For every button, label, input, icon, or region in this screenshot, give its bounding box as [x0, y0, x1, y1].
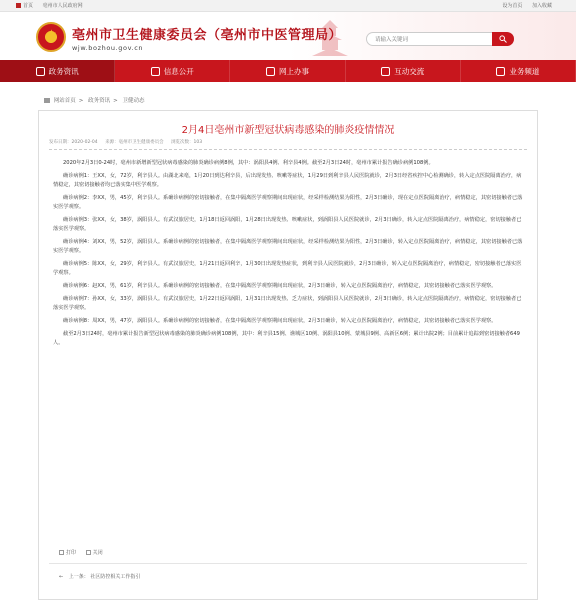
topbar-left	[16, 0, 91, 11]
arrow-left-icon: ←	[59, 574, 64, 580]
paragraph-case: 确诊病例1：王XX，女，72岁，利辛县人。由湖北来亳，1月20日到达利辛县，后出现发热、咳嗽等症状，1月29日到利辛县人民医院就诊，2月3日经省疾控中心检测确诊，转入定点医院隔离治疗，病情稳定，其密切接触者均已落实集中医学观察。	[53, 173, 522, 188]
print-button[interactable]: 打印	[59, 550, 76, 556]
article-panel	[38, 110, 538, 600]
print-icon	[59, 550, 64, 555]
grid-icon	[266, 67, 275, 76]
topbar-link-home[interactable]: 首页	[16, 3, 33, 9]
search-button[interactable]	[492, 32, 514, 46]
close-icon	[86, 550, 91, 555]
nav-item-channels[interactable]: 业务频道	[461, 60, 576, 82]
breadcrumb-item-current[interactable]: 卫健动态	[122, 98, 145, 104]
search-box	[366, 32, 514, 46]
info-icon	[151, 67, 160, 76]
site-title: 亳州市卫生健康委员会（亳州市中医管理局）	[72, 28, 343, 43]
paragraph-intro: 2020年2月3日0-24时，亳州市新增新型冠状病毒感染的肺炎确诊病例8例，其中：涡阳县4例、利辛县4例。截至2月3日24时，亳州市累计报告确诊病例108例。	[63, 160, 434, 166]
nav-item-info[interactable]: 信息公开	[115, 60, 230, 82]
breadcrumb-item-home[interactable]: 网站首页	[53, 98, 76, 104]
pagoda-decoration-icon	[300, 18, 360, 58]
meta-source: 来源：亳州市卫生健康委员会	[105, 140, 164, 145]
title-divider	[49, 149, 527, 150]
footer-divider	[49, 563, 527, 564]
document-icon	[36, 67, 45, 76]
site-header	[0, 12, 576, 60]
site-url: wjw.bozhou.gov.cn	[72, 44, 144, 52]
prev-label: 上一条：	[68, 574, 89, 580]
home-icon	[16, 3, 21, 8]
article-body	[53, 159, 523, 352]
top-utility-bar	[0, 0, 576, 12]
paragraph-case: 确诊病例3：张XX，女，38岁，涡阳县人。有武汉旅居史，1月18日返回涡阳，1月28日出现发热、咳嗽症状，到涡阳县人民医院就诊，2月3日确诊，转入定点医院隔离治疗，病情稳定，密切接触者已落实医学观察。	[53, 217, 522, 232]
paragraph-case: 确诊病例6：赵XX，男，61岁，利辛县人。系确诊病例的密切接触者，在集中隔离医学观察期间出现症状，2月3日确诊，转入定点医院隔离治疗，病情稳定，其密切接触者已落实医学观察。	[63, 282, 497, 289]
topbar-link-gov[interactable]: 亳州市人民政府网	[42, 3, 83, 9]
chat-icon	[381, 67, 390, 76]
search-icon	[499, 35, 507, 43]
nav-item-online-service[interactable]: 网上办事	[230, 60, 345, 82]
meta-date: 发布日期：2020-02-04	[49, 140, 98, 145]
set-homepage-link[interactable]: 设为首页	[502, 3, 523, 9]
national-emblem-logo	[36, 22, 66, 52]
article-title: 2月4日亳州市新型冠状病毒感染的肺炎疫情情况	[181, 125, 395, 136]
channel-icon	[496, 67, 505, 76]
main-nav	[0, 60, 576, 82]
article-meta	[49, 139, 208, 145]
home-icon	[44, 98, 50, 103]
nav-item-news[interactable]: 政务资讯	[0, 60, 115, 82]
breadcrumb: 网站首页 > 政务资讯 > 卫健动态	[44, 96, 145, 104]
search-input[interactable]	[375, 35, 485, 44]
paragraph-case: 确诊病例2：李XX，男，45岁，利辛县人。系确诊病例的密切接触者，在集中隔离医学观察期间出现症状，经采样检测结果为阳性，2月3日确诊，现在定点医院隔离治疗，病情稳定，其密切接触者已落实医学观察。	[53, 195, 523, 210]
paragraph-case: 确诊病例4：刘XX，男，52岁，涡阳县人。系确诊病例的密切接触者，在集中隔离医学观察期间出现症状，经采样检测结果为阳性，2月3日确诊，转入定点医院隔离治疗，病情稳定，其密切接触者已落实医学观察。	[53, 238, 523, 254]
topbar-right	[502, 0, 560, 11]
close-button[interactable]: 关闭	[86, 550, 103, 556]
prev-article-link[interactable]	[59, 573, 140, 580]
paragraph-case: 确诊病例5：陈XX，女，29岁，利辛县人。有武汉旅居史，1月21日返回利辛，1月30日出现发热症状，到利辛县人民医院就诊，2月3日确诊，转入定点医院隔离治疗，病情稳定，密切接触者已落实医学观察。	[53, 260, 522, 276]
paragraph-case: 确诊病例8：周XX，男，47岁，涡阳县人。系确诊病例的密切接触者，在集中隔离医学观察期间出现症状，2月3日确诊，转入定点医院隔离治疗，病情稳定，其密切接触者已落实医学观察。	[63, 317, 497, 324]
prev-title[interactable]: 社区防控相关工作指引	[90, 574, 141, 580]
paragraph-summary: 截至2月3日24时，亳州市累计报告新型冠状病毒感染的肺炎确诊病例108例，其中：利辛县15例、谯城区10例、涡阳县10例、蒙城县9例、高新区6例；累计出院2例；目前累计追踪到密切接触者649人。	[53, 331, 520, 346]
paragraph-case: 确诊病例7：孙XX，女，33岁，涡阳县人。有武汉旅居史，1月22日返回涡阳，1月31日出现发热、乏力症状，到涡阳县人民医院就诊，2月3日确诊，转入定点医院隔离治疗，病情稳定，密切接触者已落实医学观察。	[53, 295, 522, 311]
article-tools	[59, 549, 111, 556]
meta-views: 浏览次数：103	[171, 140, 203, 145]
nav-item-interaction[interactable]: 互动交流	[346, 60, 461, 82]
add-favorite-link[interactable]: 加入收藏	[531, 3, 552, 9]
breadcrumb-item-news[interactable]: 政务资讯	[88, 98, 111, 104]
